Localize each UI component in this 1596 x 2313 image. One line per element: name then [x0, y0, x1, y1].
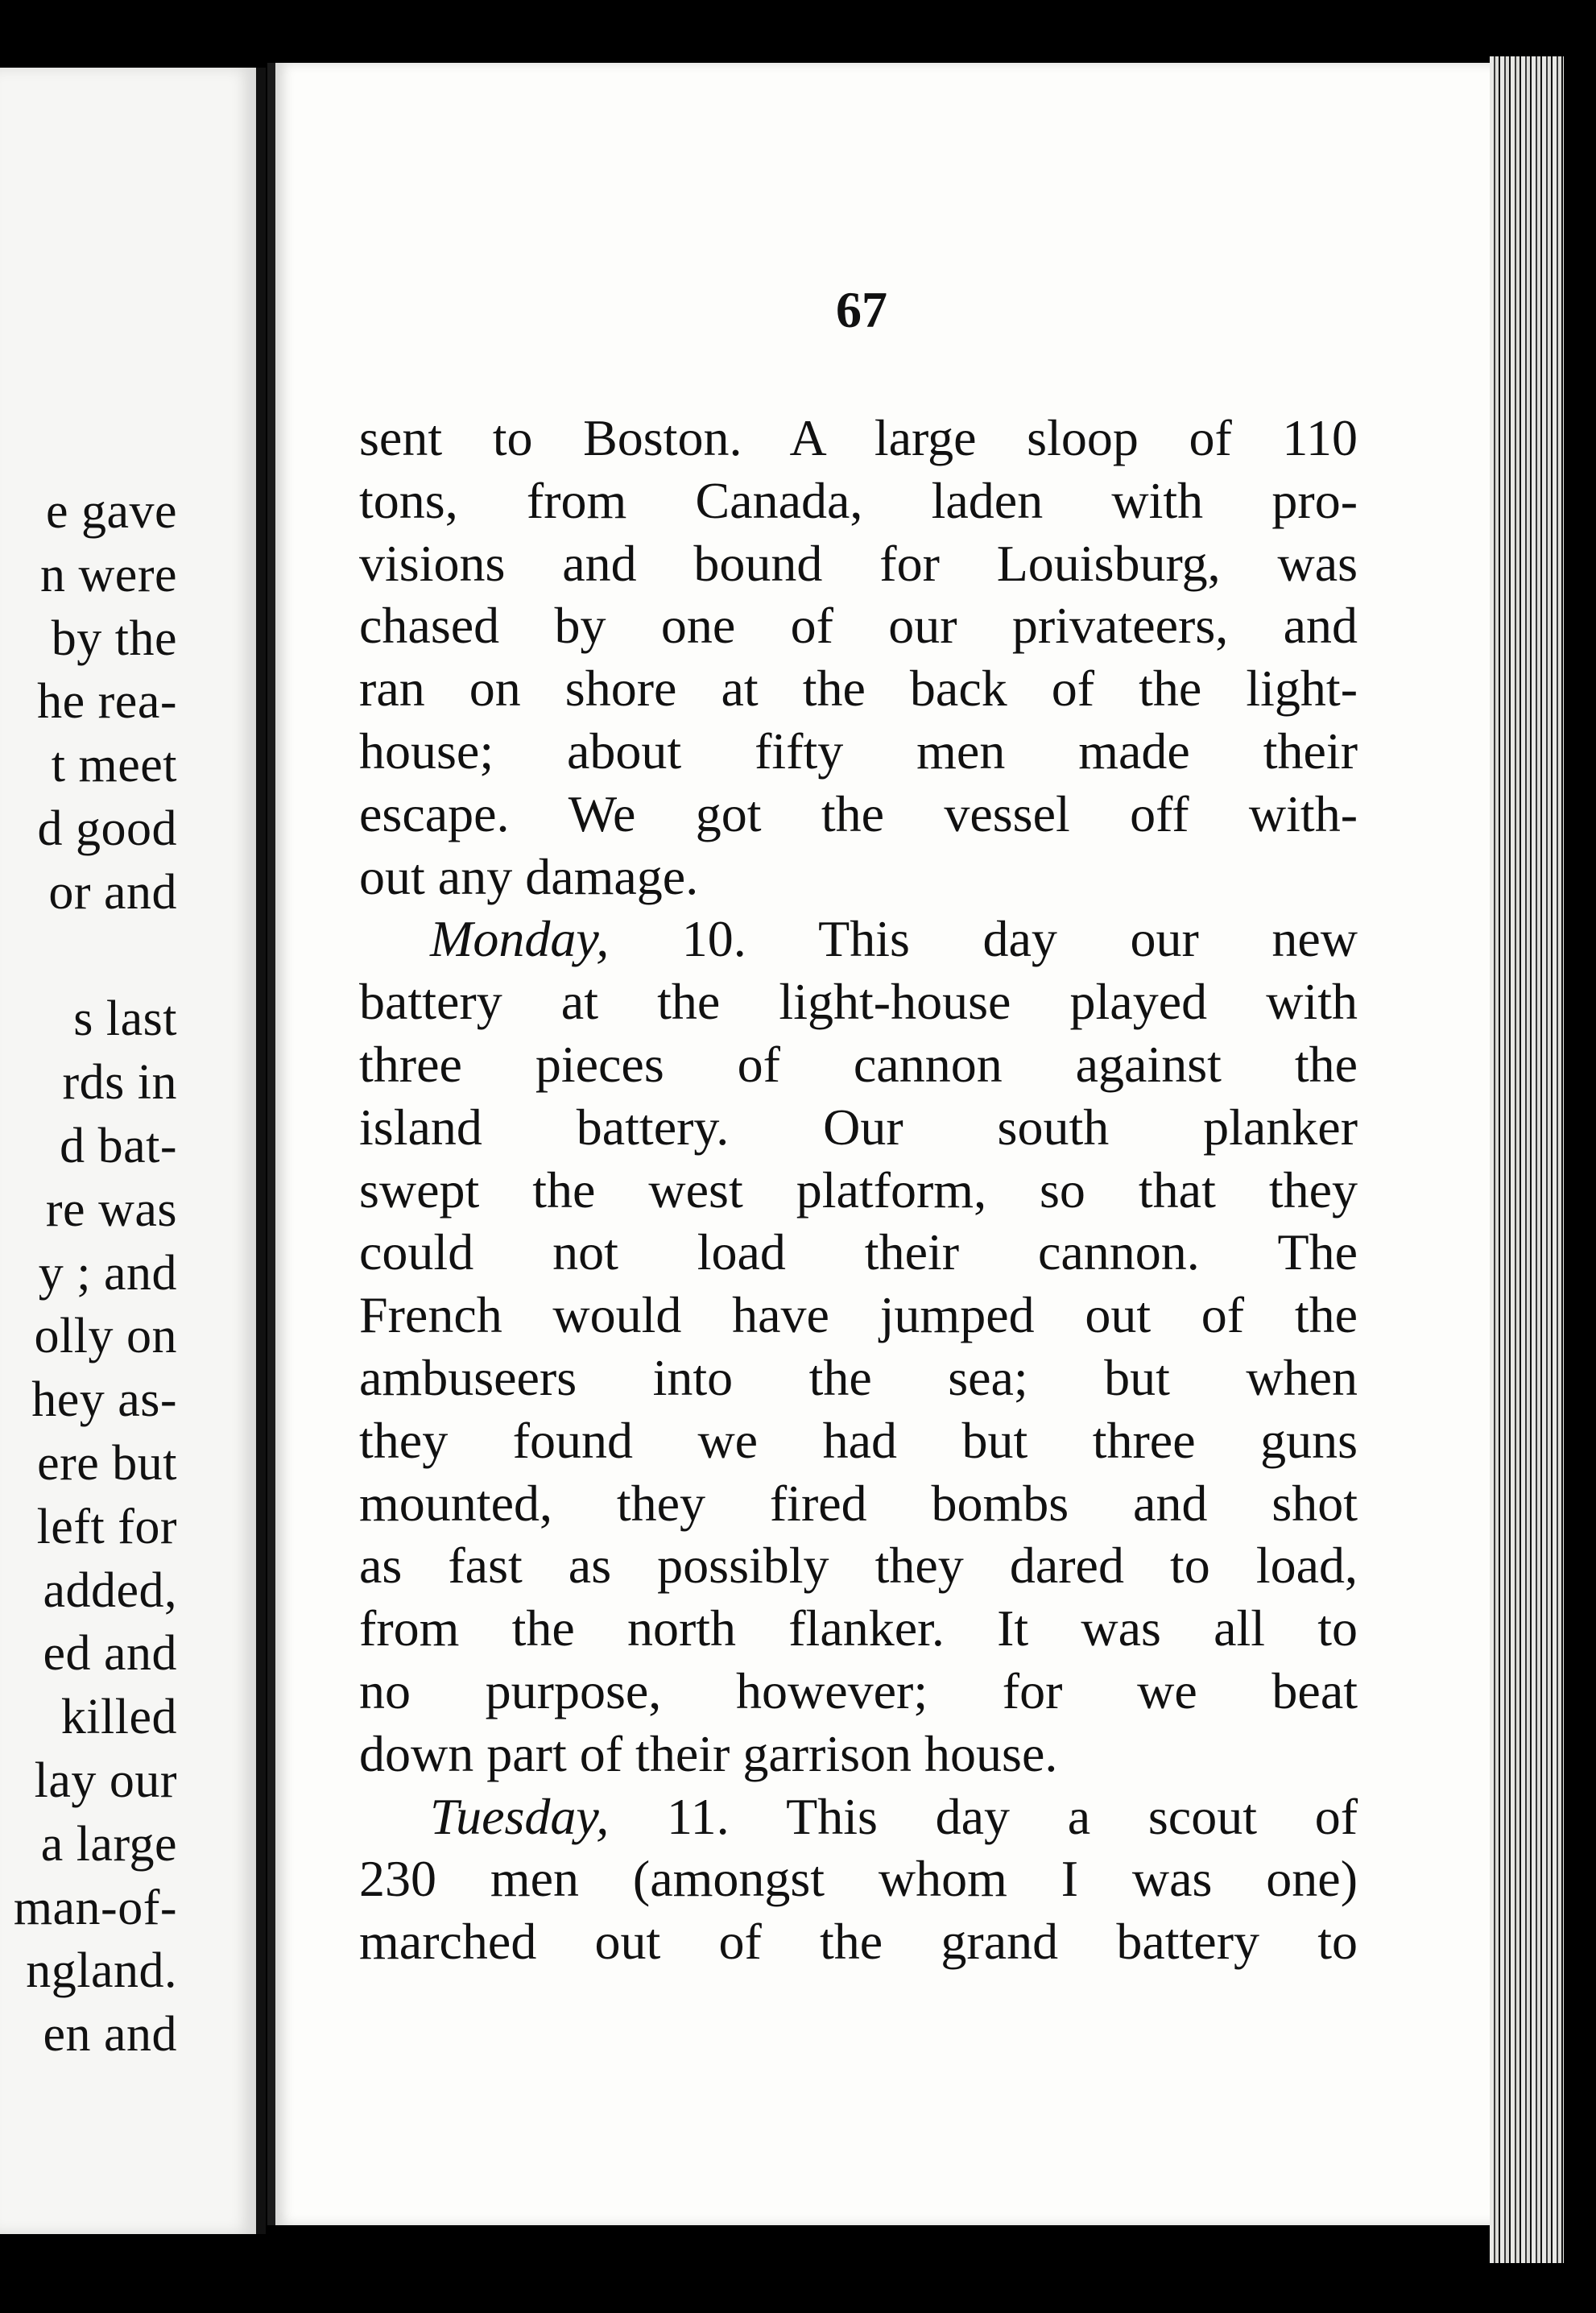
left-page-line: s last [73, 991, 177, 1047]
paragraph-first-line [359, 1785, 1358, 1848]
text-line: ran on shore at the back of the light- [359, 660, 1358, 718]
left-page-line: hey as- [31, 1372, 177, 1428]
left-page-line: re was [45, 1181, 177, 1237]
left-page-line: ngland. [26, 1943, 177, 1999]
text-line: visions and bound for Louisburg, was [359, 534, 1358, 592]
left-page-line: lay our [34, 1752, 177, 1808]
paragraph-first-line [359, 908, 1358, 970]
text-line: island battery. Our south planker [359, 1098, 1358, 1156]
text-line: could not load their cannon. The [359, 1223, 1358, 1281]
left-page-line: t meet [51, 738, 177, 793]
text-line: sent to Boston. A large sloop of 110 [359, 409, 1358, 466]
left-page-text-fragments [0, 480, 177, 2067]
left-page-line: left for [36, 1499, 177, 1554]
text-line: swept the west platform, so that they [359, 1161, 1358, 1219]
text-line: 230 men (amongst whom I was one) [359, 1850, 1358, 1908]
text-line: down part of their garrison house. [359, 1724, 1058, 1782]
text-span: 10. This day our new [609, 910, 1358, 968]
text-line: battery at the light-house played with [359, 973, 1358, 1031]
text-span: 11. This day a scout of [609, 1787, 1358, 1845]
left-page-line: a large [40, 1816, 177, 1872]
left-page-line: he rea- [37, 674, 177, 730]
left-page [0, 68, 266, 2234]
left-page-line: d bat- [60, 1118, 177, 1173]
text-line: mounted, they fired bombs and shot [359, 1474, 1358, 1532]
dateline: Monday, [430, 910, 610, 968]
text-line: tons, from Canada, laden with pro- [359, 471, 1358, 529]
left-page-line: en and [43, 2007, 177, 2063]
page-number: 67 [836, 281, 887, 338]
text-line: from the north flanker. It was all to [359, 1599, 1358, 1657]
text-line: house; about fifty men made their [359, 722, 1358, 780]
text-line: chased by one of our privateers, and [359, 597, 1358, 655]
left-page-line: or and [48, 864, 177, 920]
left-page-line [0, 925, 177, 988]
left-page-line: man-of- [13, 1880, 177, 1935]
text-line: no purpose, however; for we beat [359, 1661, 1358, 1719]
page-body-text [359, 407, 1358, 1973]
left-page-line: ere but [37, 1435, 177, 1491]
text-line: marched out of the grand battery to [359, 1913, 1358, 1971]
left-page-line: ed and [43, 1626, 177, 1682]
left-page-line: by the [51, 610, 177, 666]
page-edges [1490, 56, 1564, 2263]
left-page-line: killed [60, 1690, 177, 1745]
left-page-line: added, [43, 1562, 177, 1618]
left-page-line: e gave [45, 484, 177, 539]
text-line: French would have jumped out of the [359, 1286, 1358, 1344]
text-line: as fast as possibly they dared to load, [359, 1537, 1358, 1595]
left-page-line: y ; and [38, 1245, 177, 1301]
left-page-line: d good [37, 801, 177, 856]
text-line: they found we had but three guns [359, 1411, 1358, 1469]
left-page-line: olly on [34, 1309, 177, 1364]
text-line: ambuseers into the sea; but when [359, 1348, 1358, 1406]
text-line: out any damage. [359, 847, 699, 905]
left-page-line: rds in [62, 1055, 177, 1111]
left-page-line: n were [40, 547, 177, 602]
text-line: escape. We got the vessel off with- [359, 784, 1358, 842]
text-line: three pieces of cannon against the [359, 1035, 1358, 1093]
dateline: Tuesday, [430, 1787, 610, 1845]
